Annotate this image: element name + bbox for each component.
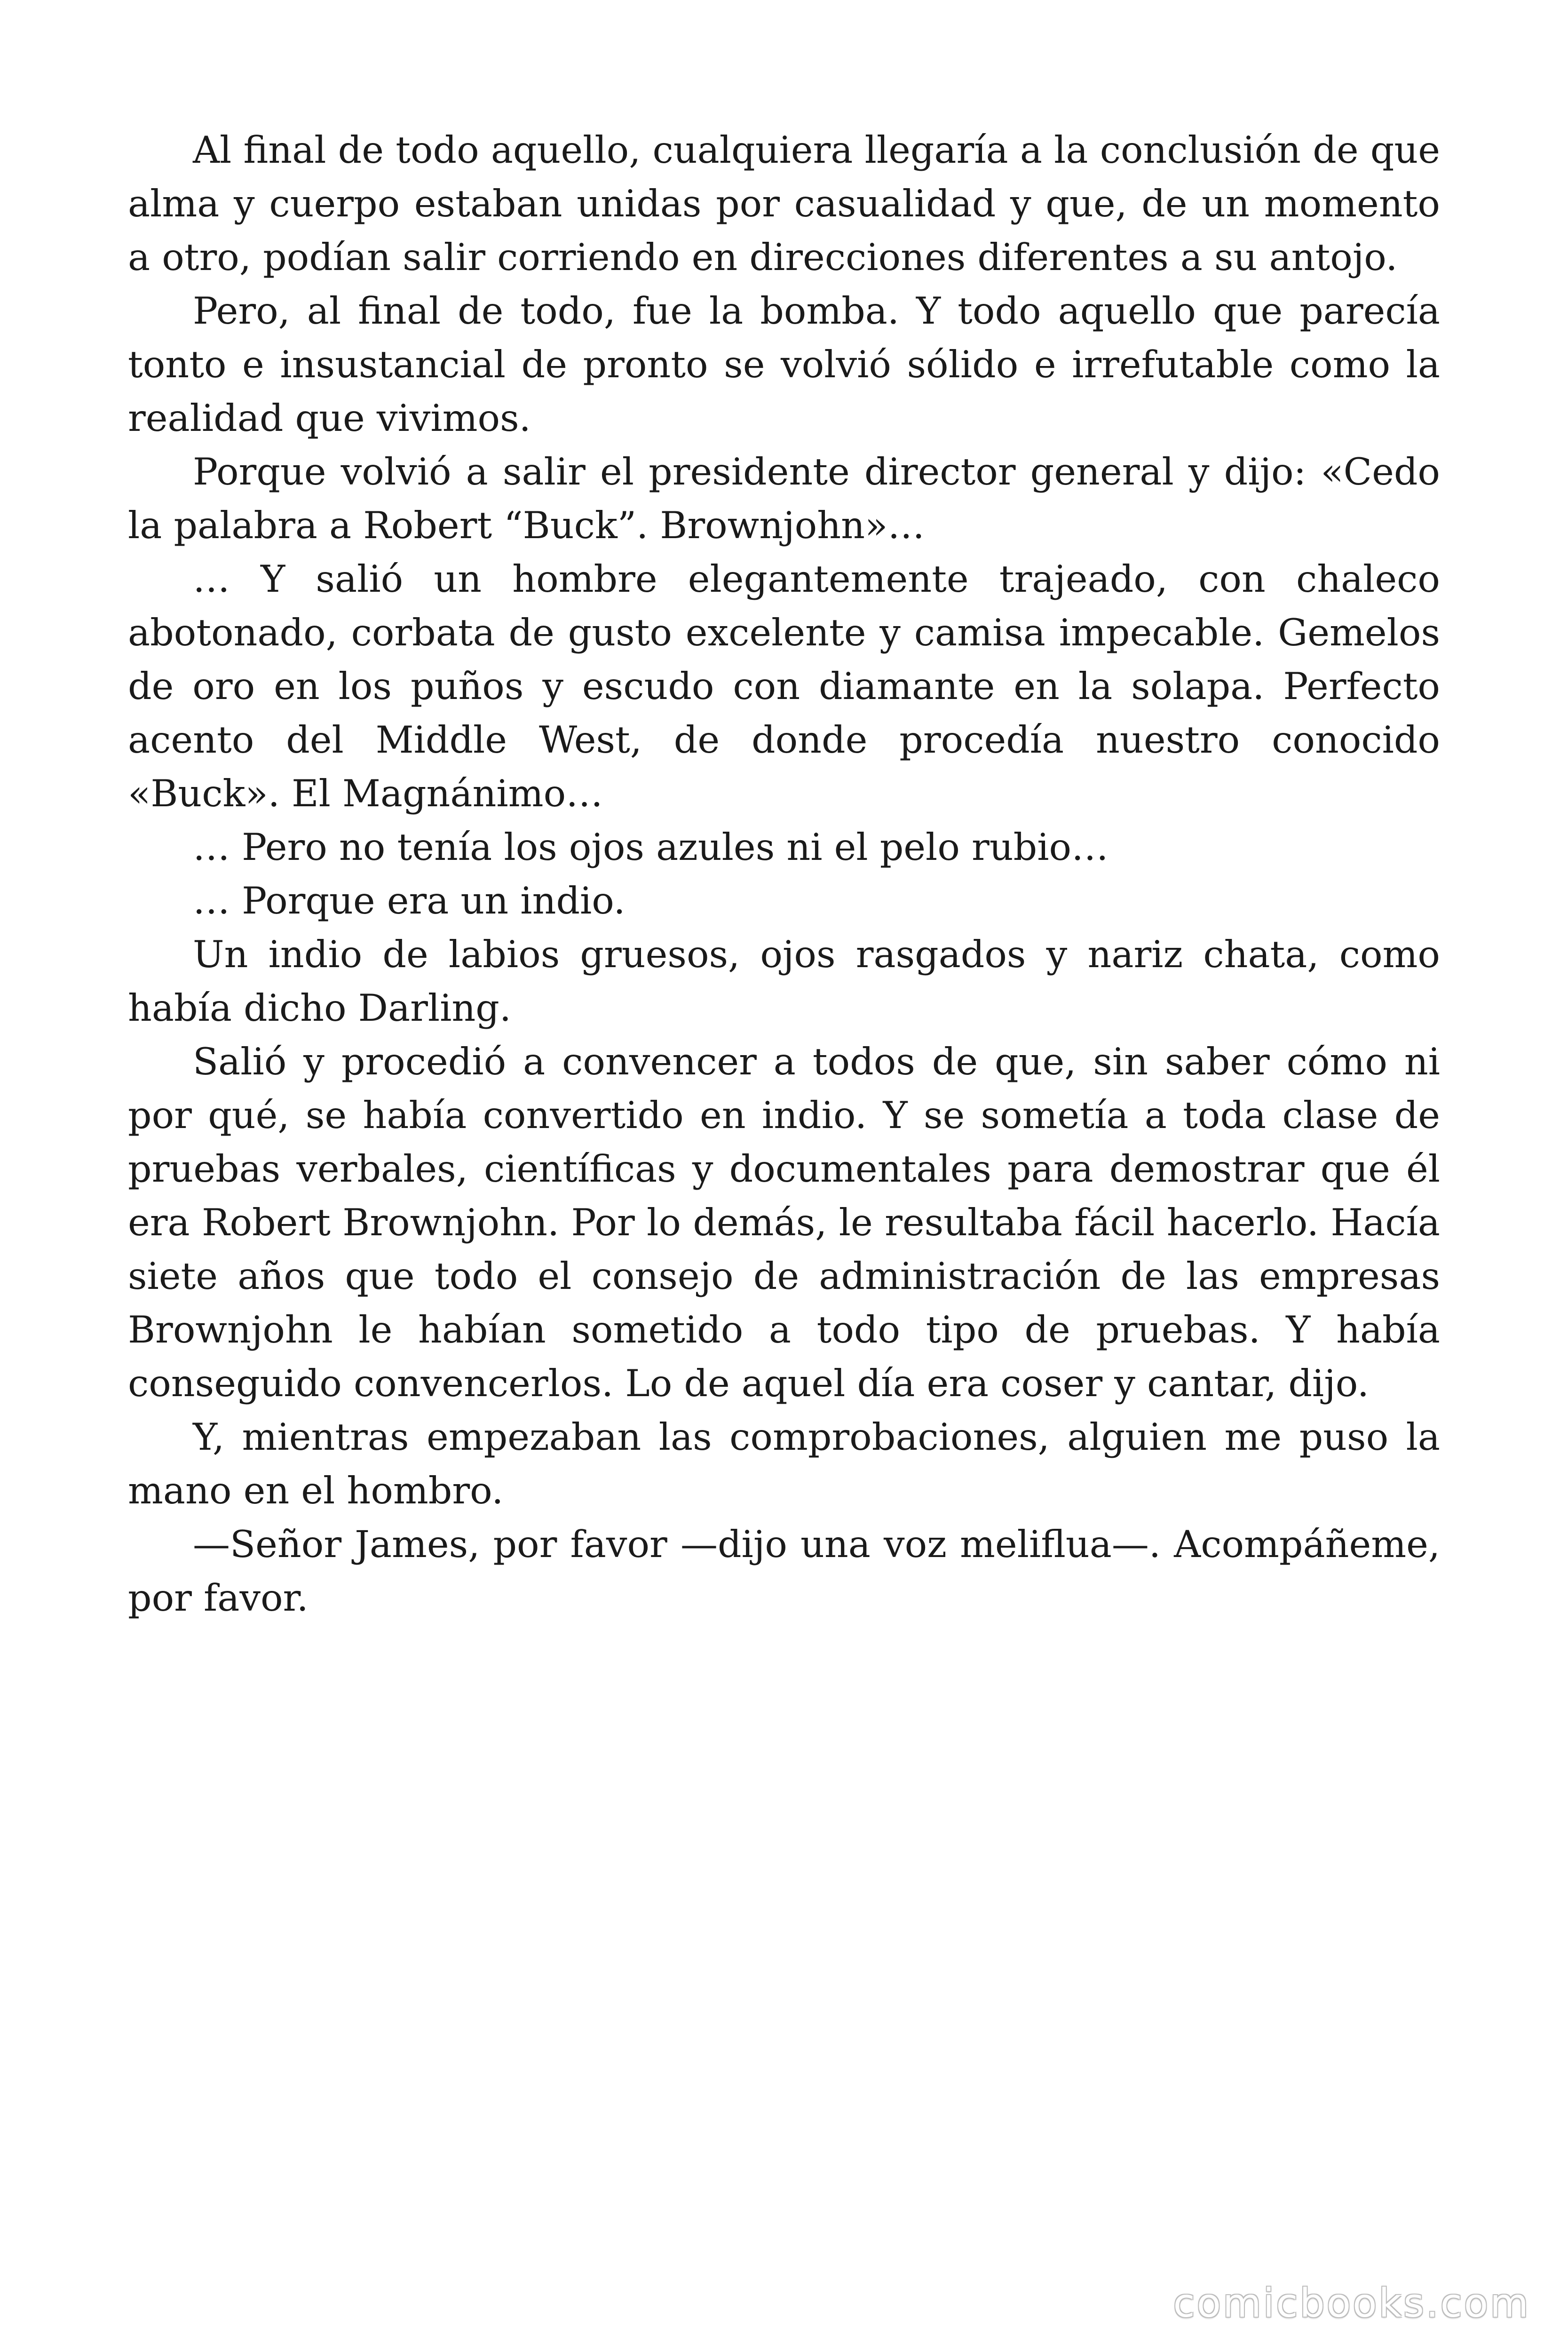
paragraph-2: Pero, al final de todo, fue la bomba. Y todo aquello que parecía tonto e insustancial de pronto se volvió sólido e irrefutable como la realidad que vivimos. bbox=[128, 289, 1440, 440]
paragraph-8: Salió y procedió a convencer a todos de que, sin saber cómo ni por qué, se había convertido en indio. Y se sometía a toda clase de pruebas verbales, científicas y documentales para demostrar que él era Robert Brownjohn. Por lo demás, le resultaba fácil hacerlo. Hacía siete años que todo el consejo de administración de las empresas Brownjohn le habían sometido a todo tipo de pruebas. Y había conseguido convencerlos. Lo de aquel día era coser y cantar, dijo. bbox=[128, 1040, 1440, 1405]
paragraph-6: … Porque era un indio. bbox=[193, 879, 626, 922]
watermark: comicbooks.com bbox=[1173, 2280, 1530, 2326]
paragraph-7: Un indio de labios gruesos, ojos rasgados y nariz chata, como había dicho Darling. bbox=[128, 933, 1440, 1030]
paragraph-1: Al final de todo aquello, cualquiera llegaría a la conclusión de que alma y cuerpo estaban unidas por casualidad y que, de un momento a otro, podían salir corriendo en direcciones diferentes a su antojo. bbox=[128, 128, 1440, 279]
paragraph-3: Porque volvió a salir el presidente director general y dijo: «Cedo la palabra a Robert “Buck”. Brownjohn»… bbox=[128, 450, 1440, 547]
paragraph-9: Y, mientras empezaban las comprobaciones, alguien me puso la mano en el hombro. bbox=[128, 1415, 1440, 1512]
paragraph-5: … Pero no tenía los ojos azules ni el pelo rubio… bbox=[193, 826, 1109, 869]
page-body bbox=[128, 123, 1440, 1625]
paragraph-4: … Y salió un hombre elegantemente trajeado, con chaleco abotonado, corbata de gusto excelente y camisa impecable. Gemelos de oro en los puños y escudo con diamante en la solapa. Perfecto acento del Middle West, de donde procedía nuestro conocido «Buck». El Magnánimo… bbox=[128, 557, 1440, 815]
paragraph-10: —Señor James, por favor —dijo una voz meliflua—. Acompáñeme, por favor. bbox=[128, 1523, 1440, 1620]
